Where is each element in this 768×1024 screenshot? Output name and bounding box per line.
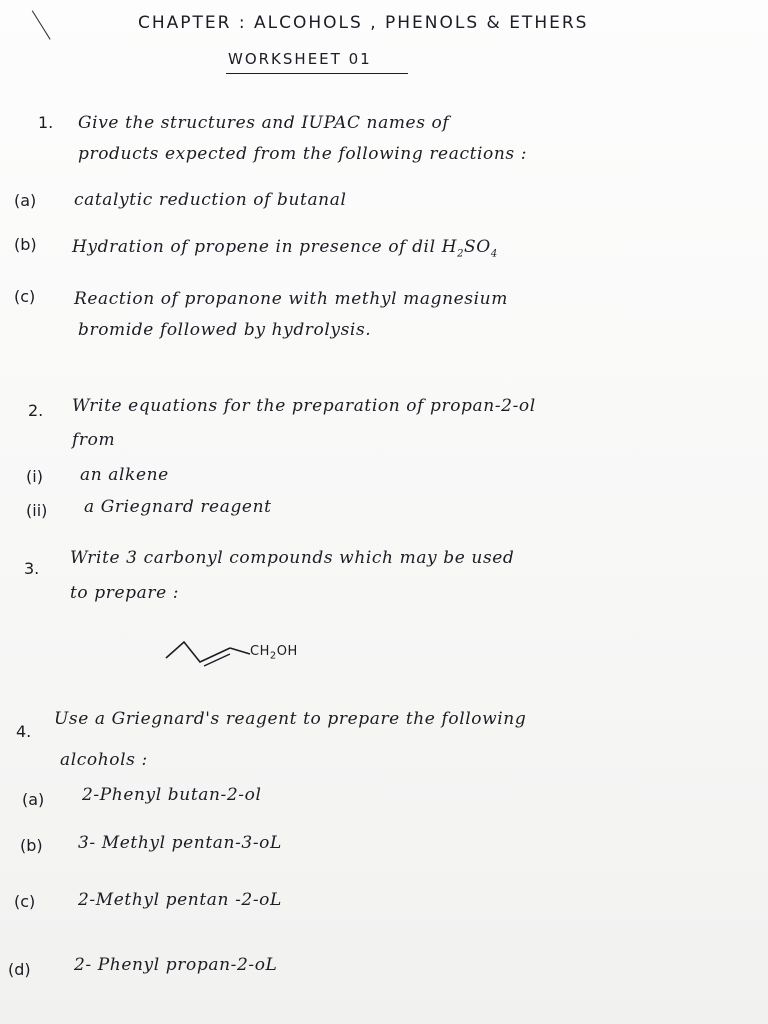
corner-pen-mark [31,10,50,40]
question-2-option-i: an alkene [80,465,169,485]
question-2-line-1: Write equations for the preparation of propan-2-ol [72,396,536,416]
question-4-line-1: Use a Griegnard's reagent to prepare the following [54,709,527,729]
question-1-option-c-line-1: Reaction of propanone with methyl magnesium [74,289,508,309]
double-bond-line [204,654,230,666]
ch-text: CH [250,644,270,659]
question-1-option-b-marker: (b) [14,235,37,254]
question-2-option-ii: a Griegnard reagent [84,497,272,517]
chapter-title: CHAPTER : ALCOHOLS , PHENOLS & ETHERS [138,13,589,33]
question-1-option-a: catalytic reduction of butanal [74,190,347,210]
question-1-line-1: Give the structures and IUPAC names of [78,113,450,133]
question-2-line-2: from [72,430,116,450]
worksheet-underline [226,73,408,74]
allylic-alcohol-structure [160,628,330,673]
subscript-2: 2 [457,248,465,260]
question-4-option-c: 2-Methyl pentan -2-oL [78,890,282,910]
question-1-option-a-marker: (a) [14,191,37,210]
question-4-option-d: 2- Phenyl propan-2-oL [74,955,278,975]
question-4-option-a-marker: (a) [22,790,45,809]
question-1-number: 1. [38,113,54,132]
question-2-option-ii-marker: (ii) [26,501,48,520]
question-4-option-b-marker: (b) [20,836,43,855]
question-2-option-i-marker: (i) [26,467,43,486]
subscript-4: 4 [490,248,498,260]
question-1-option-b-tail: SO [464,237,491,257]
question-1-option-b [72,237,498,259]
question-4-option-d-marker: (d) [8,960,31,979]
question-3-number: 3. [24,559,40,578]
question-4-line-2: alcohols : [60,750,148,770]
question-1-option-b-text: Hydration of propene in presence of dil H [72,237,458,257]
chain-to-ch2oh-bond [230,648,250,654]
question-4-option-b: 3- Methyl pentan-3-oL [78,833,282,853]
question-4-option-a: 2-Phenyl butan-2-ol [82,785,262,805]
question-1-line-2: products expected from the following reactions : [78,144,528,164]
question-3-line-1: Write 3 carbonyl compounds which may be used [70,548,515,568]
question-1-option-c-marker: (c) [14,287,36,306]
question-2-number: 2. [28,401,44,420]
oh-text: OH [276,644,298,659]
question-4-option-c-marker: (c) [14,892,36,911]
question-3-line-2: to prepare : [70,583,180,603]
worksheet-label: WORKSHEET 01 [228,50,372,68]
question-4-number: 4. [16,722,32,741]
question-1-option-c-line-2: bromide followed by hydrolysis. [78,320,372,340]
ch2oh-label [250,644,298,662]
ch2-subscript: 2 [269,650,277,662]
